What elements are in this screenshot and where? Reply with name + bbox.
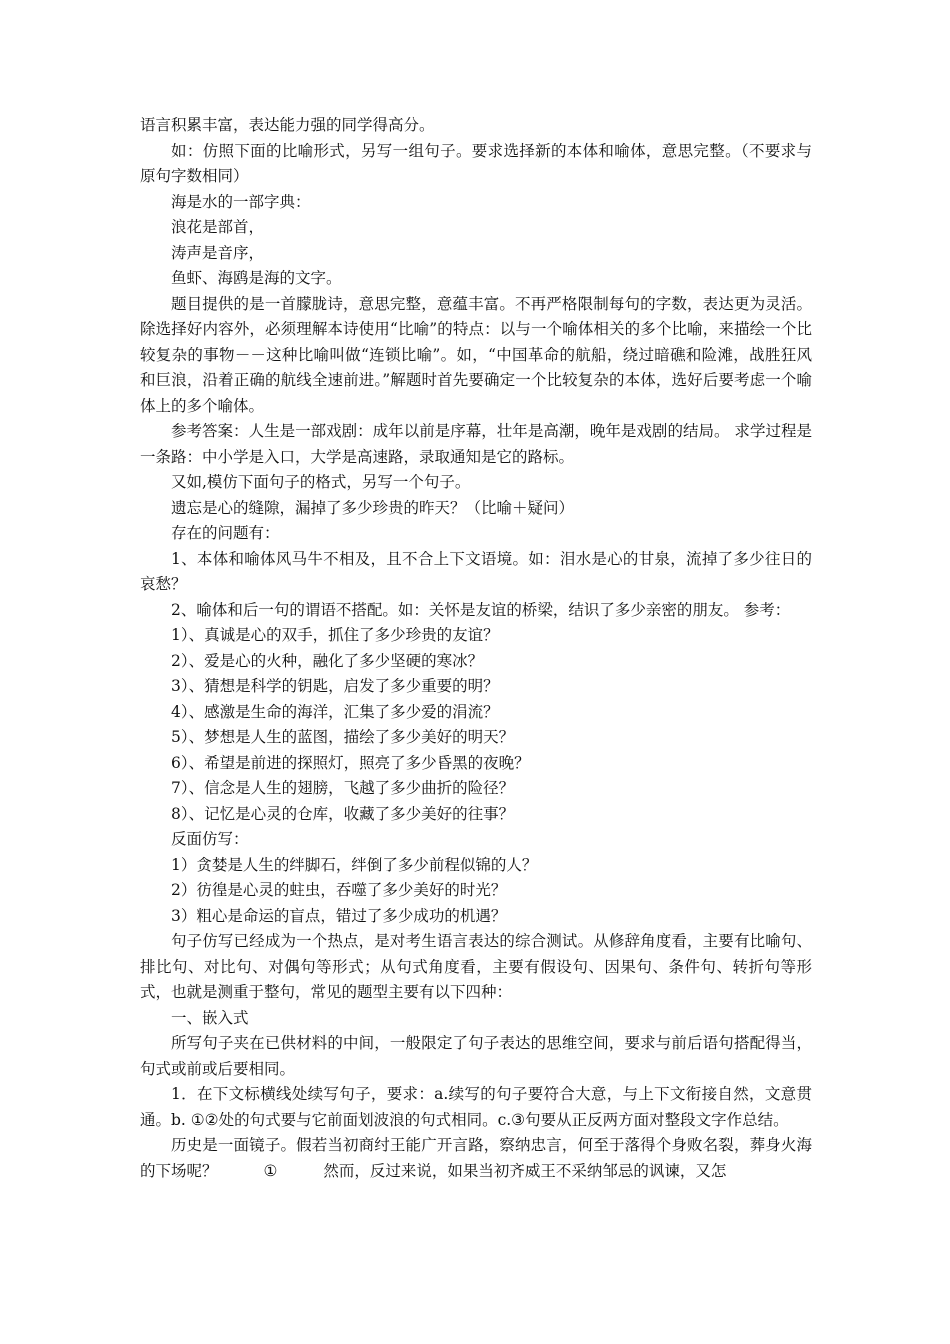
paragraph: 2、喻体和后一句的谓语不搭配。如：关怀是友谊的桥梁，结识了多少亲密的朋友。 参考： xyxy=(171,600,791,619)
paragraph: 鱼虾、海鸥是海的文字。 xyxy=(171,269,342,287)
paragraph: 5）、梦想是人生的蓝图，描绘了多少美好的明天？ xyxy=(171,728,515,746)
paragraph: 7）、信念是人生的翅膀，飞越了多少曲折的险径？ xyxy=(171,779,515,797)
paragraph: 题目提供的是一首朦胧诗，意思完整，意蕴丰富。不再严格限制每句的字数，表达更为灵活。除选择好内容外，必须理解本诗使用“比喻”的特点：以与一个喻体相关的多个比喻，来描绘一个比较复杂的事物－－这种比喻叫做“连锁比喻”。如，“中国革命的航船，绕过暗礁和险滩，战胜狂风和巨浪，沿着正确的航线全速前进。”解题时首先要确定一个比较复杂的本体，选好后要考虑一个喻体上的多个喻体。 xyxy=(140,294,812,415)
paragraph: 2）、爱是心的火种，融化了多少坚硬的寒冰？ xyxy=(171,651,484,670)
paragraph: 1）贪婪是人生的绊脚石，绊倒了多少前程似锦的人？ xyxy=(171,855,538,874)
paragraph: 海是水的一部字典： xyxy=(171,192,311,211)
paragraph: 语言积累丰富，表达能力强的同学得高分。 xyxy=(140,116,435,134)
last-text-after: 然而，反过来说，如果当初齐威王不采纳邹忌的讽谏，又怎 xyxy=(323,1161,727,1180)
paragraph: 涛声是音序， xyxy=(171,243,265,262)
paragraph: 一、嵌入式 xyxy=(171,1008,249,1027)
paragraph: 句子仿写已经成为一个热点，是对考生语言表达的综合测试。从修辞角度看，主要有比喻句、排比句、对比句、对偶句等形式；从句式角度看，主要有假设句、因果句、条件句、转折句等形式，也就是测重于整句，常见的题型主要有以下四种： xyxy=(140,932,812,1001)
paragraph: 存在的问题有： xyxy=(171,524,280,542)
document-body xyxy=(140,113,812,1184)
paragraph: 如：仿照下面的比喻形式，另写一组句子。要求选择新的本体和喻体，意思完整。（不要求与原句字数相同） xyxy=(140,141,812,185)
paragraph: 1．在下文标横线处续写句子，要求：a.续写的句子要符合大意，与上下文衔接自然，文意贯通。b. ①②处的句式要与它前面划波浪的句式相同。c.③句要从正反两方面对整段文字作总结。 xyxy=(140,1085,812,1129)
paragraph: 遗忘是心的缝隙，漏掉了多少珍贵的昨天？（比喻＋疑问） xyxy=(171,498,575,517)
paragraph: 4）、感激是生命的海洋，汇集了多少爱的涓流？ xyxy=(171,702,499,721)
paragraph: 参考答案：人生是一部戏剧：成年以前是序幕，壮年是高潮，晚年是戏剧的结局。 求学过程是一条路：中小学是入口，大学是高速路，录取通知是它的路标。 xyxy=(140,422,812,466)
last-text-before: 历史是一面镜子。假若当初商纣王能广开言路，察纳忠言，何至于落得个身败名裂，葬身火海的下场呢？ xyxy=(140,1136,812,1180)
paragraph: 又如,模仿下面句子的格式，另写一个句子。 xyxy=(171,473,471,491)
paragraph: 6）、希望是前进的探照灯，照亮了多少昏黑的夜晚？ xyxy=(171,753,530,772)
paragraph: 8）、记忆是心灵的仓库，收藏了多少美好的往事？ xyxy=(171,804,515,823)
paragraph: 1、本体和喻体风马牛不相及，且不合上下文语境。如：泪水是心的甘泉，流掉了多少往日的哀愁？ xyxy=(140,549,812,593)
paragraph: 所写句子夹在已供材料的中间，一般限定了句子表达的思维空间，要求与前后语句搭配得当，句式或前或后要相同。 xyxy=(140,1034,812,1078)
paragraph: 3）粗心是命运的盲点，错过了多少成功的机遇？ xyxy=(171,906,507,925)
blank-marker-1: ① xyxy=(263,1161,278,1180)
paragraph: 反面仿写： xyxy=(171,830,249,848)
paragraph: 3）、猜想是科学的钥匙，启发了多少重要的明？ xyxy=(171,677,499,695)
paragraph: 2）彷徨是心灵的蛀虫，吞噬了多少美好的时光？ xyxy=(171,881,507,899)
paragraph: 1）、真诚是心的双手，抓住了多少珍贵的友谊？ xyxy=(171,626,499,644)
paragraph-last xyxy=(140,1133,812,1184)
paragraph: 浪花是部首， xyxy=(171,218,265,236)
